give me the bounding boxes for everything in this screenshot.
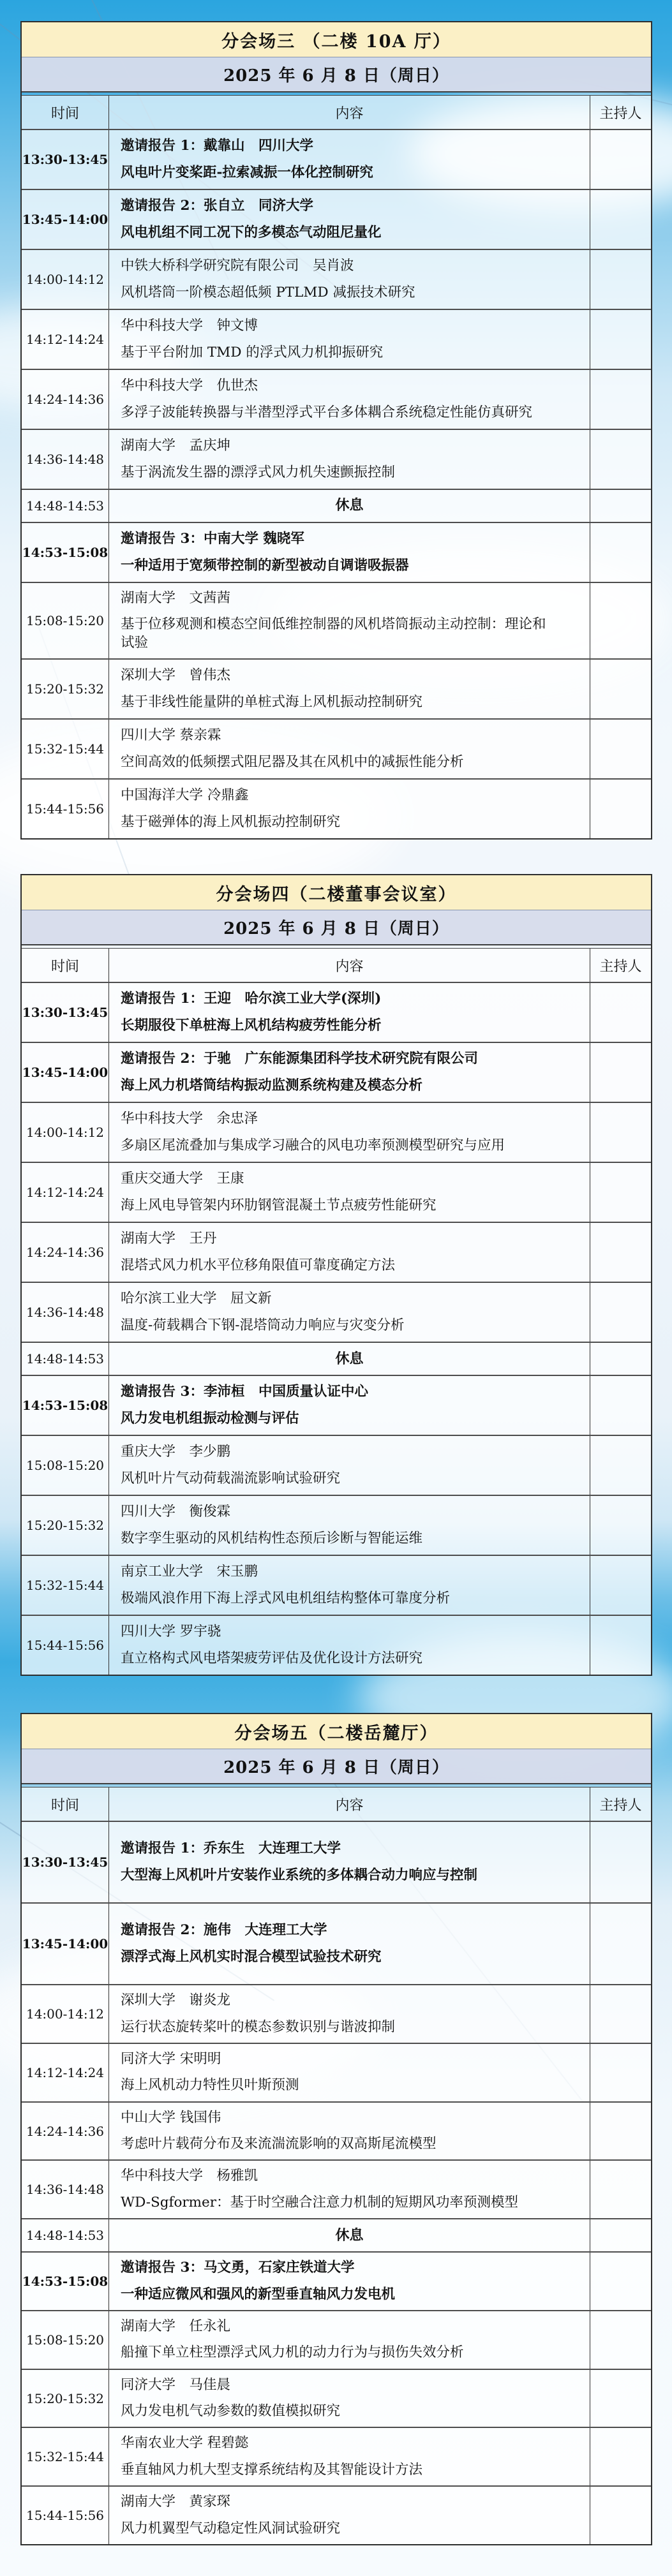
table-row <box>22 130 651 189</box>
row-host-cell <box>590 130 651 189</box>
session-table <box>20 874 652 1676</box>
row-host-cell <box>590 1616 651 1675</box>
table-body <box>22 130 651 838</box>
row-speaker-line: 邀请报告 3：中南大学 魏晓军 <box>121 531 304 547</box>
row-talk-title-line: 大型海上风机叶片安装作业系统的多体耦合动力响应与控制 <box>121 1867 478 1883</box>
header-content-cell: 内容 <box>335 1797 364 1814</box>
row-time-cell: 15:08-15:20 <box>22 583 109 658</box>
row-speaker-line: 湖南大学 孟庆坤 <box>121 438 231 454</box>
table-row <box>22 1984 651 2043</box>
row-time-cell: 15:32-15:44 <box>22 2428 109 2485</box>
row-speaker-line: 深圳大学 谢炎龙 <box>121 1992 231 2009</box>
row-host-cell <box>590 490 651 522</box>
row-host-cell <box>590 2044 651 2101</box>
row-host-cell <box>590 2253 651 2310</box>
row-host-cell <box>590 1103 651 1162</box>
header-host-cell: 主持人 <box>590 1788 651 1821</box>
row-time-cell: 14:00-14:12 <box>22 250 109 309</box>
session-date-bar <box>22 1749 651 1784</box>
row-speaker-line: 华中科技大学 杨雅凯 <box>121 2168 258 2184</box>
row-host-cell <box>590 1376 651 1435</box>
row-content-cell <box>109 2103 590 2160</box>
table-row <box>22 658 651 718</box>
row-time-cell: 14:00-14:12 <box>22 1103 109 1162</box>
row-time-cell: 14:24-14:36 <box>22 1223 109 1282</box>
table-row <box>22 1495 651 1555</box>
session-title-text: 分会场五（二楼岳麓厅） <box>234 1723 438 1743</box>
header-time-cell: 时间 <box>22 949 109 982</box>
row-host-cell <box>590 190 651 249</box>
row-time-cell: 14:12-14:24 <box>22 2044 109 2101</box>
row-time-cell: 14:48-14:53 <box>22 1343 109 1375</box>
table-body <box>22 983 651 1675</box>
header-time-cell: 时间 <box>22 1788 109 1821</box>
table-row <box>22 1282 651 1342</box>
table-row <box>22 2485 651 2544</box>
row-speaker-line: 邀请报告 1：戴靠山 四川大学 <box>121 138 313 154</box>
row-content-cell <box>109 1904 590 1984</box>
row-time-cell: 14:36-14:48 <box>22 2161 109 2218</box>
table-row <box>22 429 651 489</box>
row-content-cell <box>109 2044 590 2101</box>
row-speaker-line: 邀请报告 2：施伟 大连理工大学 <box>121 1922 327 1939</box>
row-time-cell: 13:45-14:00 <box>22 1904 109 1984</box>
row-content-cell <box>109 1223 590 1282</box>
row-talk-title-line: 数字孪生驱动的风机结构性态预后诊断与智能运维 <box>121 1530 423 1546</box>
row-time-cell: 15:20-15:32 <box>22 660 109 718</box>
row-speaker-line: 湖南大学 王丹 <box>121 1231 217 1247</box>
row-talk-title-line: 海上风机动力特性贝叶斯预测 <box>121 2077 299 2094</box>
row-time-cell: 14:53-15:08 <box>22 523 109 582</box>
row-time-cell: 15:08-15:20 <box>22 1436 109 1495</box>
table-header-row <box>22 95 651 130</box>
session-title-bar <box>22 875 651 910</box>
row-host-cell <box>590 983 651 1042</box>
row-content-cell <box>109 2370 590 2427</box>
row-speaker-line: 休息 <box>335 1350 364 1367</box>
table-row <box>22 369 651 429</box>
table-row <box>22 1102 651 1162</box>
row-content-cell <box>109 720 590 778</box>
row-host-cell <box>590 2219 651 2251</box>
row-time-cell: 15:44-15:56 <box>22 1616 109 1675</box>
row-talk-title-line: 海上风力机塔筒结构振动监测系统构建及模态分析 <box>121 1077 423 1093</box>
session-title-bar <box>22 1714 651 1749</box>
table-body <box>22 1822 651 2544</box>
table-row <box>22 522 651 582</box>
row-content-cell <box>109 1343 590 1375</box>
row-time-cell: 13:30-13:45 <box>22 130 109 189</box>
row-talk-title-line: 一种适用于宽频带控制的新型被动自调谐吸振器 <box>121 557 409 574</box>
row-talk-title-line: 船撞下单立柱型漂浮式风力机的动力行为与损伤失效分析 <box>121 2344 464 2361</box>
row-content-cell <box>109 1496 590 1555</box>
row-time-cell: 14:36-14:48 <box>22 1283 109 1342</box>
row-content-cell <box>109 370 590 429</box>
row-speaker-line: 湖南大学 文茜茜 <box>121 590 231 606</box>
row-time-cell: 14:53-15:08 <box>22 2253 109 2310</box>
row-talk-title-line: 基于平台附加 TMD 的浮式风力机抑振研究 <box>121 344 384 360</box>
session-title-bar <box>22 22 651 57</box>
row-time-cell: 15:20-15:32 <box>22 2370 109 2427</box>
row-time-cell: 15:44-15:56 <box>22 780 109 838</box>
row-speaker-line: 邀请报告 3：马文勇，石家庄铁道大学 <box>121 2260 355 2276</box>
row-talk-title-line: 空间高效的低频摆式阻尼器及其在风机中的减振性能分析 <box>121 753 464 770</box>
row-host-cell <box>590 2487 651 2544</box>
table-row <box>22 2159 651 2218</box>
row-talk-title-line: 基于磁弹体的海上风机振动控制研究 <box>121 813 341 830</box>
row-speaker-line: 中山大学 钱国伟 <box>121 2109 221 2126</box>
row-host-cell <box>590 370 651 429</box>
row-speaker-line: 邀请报告 1：王迎 哈尔滨工业大学(深圳) <box>121 991 382 1007</box>
row-speaker-line: 湖南大学 任永礼 <box>121 2318 231 2334</box>
row-talk-title-line: 风电叶片变桨距-拉索减振一体化控制研究 <box>121 164 373 181</box>
table-row <box>22 1342 651 1375</box>
row-host-cell <box>590 720 651 778</box>
row-talk-title-line: 风力发电机气动参数的数值模拟研究 <box>121 2403 341 2419</box>
table-row <box>22 1162 651 1222</box>
row-talk-title-line: 风机叶片气动荷载湍流影响试验研究 <box>121 1470 341 1486</box>
table-row <box>22 1435 651 1495</box>
row-host-cell <box>590 583 651 658</box>
row-time-cell: 13:45-14:00 <box>22 190 109 249</box>
row-speaker-line: 邀请报告 2：张自立 同济大学 <box>121 198 313 214</box>
row-content-cell <box>109 1376 590 1435</box>
header-content-cell: 内容 <box>335 958 364 975</box>
row-speaker-line: 重庆大学 李少鹏 <box>121 1444 231 1460</box>
row-talk-title-line: 多扇区尾流叠加与集成学习融合的风电功率预测模型研究与应用 <box>121 1137 505 1153</box>
table-row <box>22 309 651 369</box>
header-host-cell: 主持人 <box>590 949 651 982</box>
row-talk-title-line: 温度-荷载耦合下钢-混塔筒动力响应与灾变分析 <box>121 1317 405 1333</box>
row-speaker-line: 华中科技大学 钟文博 <box>121 318 258 334</box>
row-talk-title-line: 混塔式风力机水平位移角限值可靠度确定方法 <box>121 1257 396 1273</box>
row-talk-title-line: 一种适应微风和强风的新型垂直轴风力发电机 <box>121 2286 396 2302</box>
table-row <box>22 189 651 249</box>
row-host-cell <box>590 1496 651 1555</box>
row-speaker-line: 邀请报告 3：李沛桓 中国质量认证中心 <box>121 1384 368 1400</box>
row-time-cell: 15:20-15:32 <box>22 1496 109 1555</box>
row-speaker-line: 南京工业大学 宋玉鹏 <box>121 1564 258 1580</box>
row-talk-title-line: 风力发电机组振动检测与评估 <box>121 1410 299 1426</box>
header-content-cell: 内容 <box>335 105 364 122</box>
row-time-cell: 14:53-15:08 <box>22 1376 109 1435</box>
header-time-cell: 时间 <box>22 96 109 129</box>
row-content-cell <box>109 2253 590 2310</box>
row-host-cell <box>590 310 651 369</box>
table-row <box>22 1555 651 1615</box>
table-row <box>22 1042 651 1102</box>
row-host-cell <box>590 2428 651 2485</box>
row-host-cell <box>590 523 651 582</box>
row-time-cell: 15:32-15:44 <box>22 720 109 778</box>
row-content-cell <box>109 1283 590 1342</box>
row-speaker-line: 华中科技大学 仇世杰 <box>121 378 258 394</box>
row-talk-title-line: 风电机组不同工况下的多模态气动阻尼量化 <box>121 224 382 241</box>
row-talk-title-line: 漂浮式海上风机实时混合模型试验技术研究 <box>121 1948 382 1965</box>
table-header-row <box>22 948 651 983</box>
row-time-cell: 14:24-14:36 <box>22 2103 109 2160</box>
table-row <box>22 1822 651 1902</box>
row-speaker-line: 哈尔滨工业大学 屈文新 <box>121 1291 272 1307</box>
session-table <box>20 1713 652 2545</box>
row-host-cell <box>590 660 651 718</box>
row-host-cell <box>590 1985 651 2043</box>
row-time-cell: 15:08-15:20 <box>22 2311 109 2369</box>
table-row <box>22 249 651 309</box>
row-host-cell <box>590 1822 651 1902</box>
row-speaker-line: 重庆交通大学 王康 <box>121 1171 244 1187</box>
session-title-text: 分会场四（二楼董事会议室） <box>216 884 457 905</box>
row-speaker-line: 四川大学 蔡亲霖 <box>121 727 221 744</box>
row-speaker-line: 四川大学 衡俊霖 <box>121 1504 231 1520</box>
row-talk-title-line: 极端风浪作用下海上浮式风电机组结构整体可靠度分析 <box>121 1590 451 1606</box>
row-talk-title-line: 考虑叶片载荷分布及来流湍流影响的双高斯尾流模型 <box>121 2136 437 2152</box>
row-talk-title-line: 基于位移观测和模态空间低维控制器的风机塔筒振动主动控制：理论和试验 <box>121 616 546 651</box>
row-speaker-line: 中国海洋大学 冷鼎鑫 <box>121 787 249 804</box>
row-speaker-line: 华中科技大学 余忠泽 <box>121 1111 258 1127</box>
row-content-cell <box>109 490 590 522</box>
row-host-cell <box>590 1343 651 1375</box>
session-date-bar <box>22 57 651 93</box>
table-row <box>22 1902 651 1984</box>
row-time-cell: 15:32-15:44 <box>22 1556 109 1615</box>
sessions-container <box>0 21 672 2545</box>
row-speaker-line: 休息 <box>335 2226 364 2244</box>
header-host-cell: 主持人 <box>590 96 651 129</box>
row-content-cell <box>109 2161 590 2218</box>
row-content-cell <box>109 190 590 249</box>
row-host-cell <box>590 250 651 309</box>
row-content-cell <box>109 2487 590 2544</box>
row-speaker-line: 中铁大桥科学研究院有限公司 吴肖波 <box>121 258 354 274</box>
row-speaker-line: 休息 <box>335 497 364 514</box>
row-content-cell <box>109 2219 590 2251</box>
table-row <box>22 2310 651 2369</box>
table-row <box>22 2369 651 2427</box>
row-content-cell <box>109 1103 590 1162</box>
row-content-cell <box>109 660 590 718</box>
row-time-cell: 14:48-14:53 <box>22 490 109 522</box>
row-time-cell: 14:00-14:12 <box>22 1985 109 2043</box>
row-time-cell: 14:48-14:53 <box>22 2219 109 2251</box>
row-talk-title-line: 风力机翼型气动稳定性风洞试验研究 <box>121 2520 341 2536</box>
table-header-row <box>22 1787 651 1822</box>
row-content-cell <box>109 1163 590 1222</box>
row-time-cell: 14:12-14:24 <box>22 1163 109 1222</box>
row-speaker-line: 邀请报告 1：乔东生 大连理工大学 <box>121 1840 341 1857</box>
row-host-cell <box>590 430 651 489</box>
row-talk-title-line: 垂直轴风力机大型支撑系统结构及其智能设计方法 <box>121 2461 423 2478</box>
row-host-cell <box>590 1163 651 1222</box>
row-time-cell: 13:45-14:00 <box>22 1043 109 1102</box>
row-content-cell <box>109 310 590 369</box>
table-row <box>22 2251 651 2310</box>
row-time-cell: 15:44-15:56 <box>22 2487 109 2544</box>
row-talk-title-line: 长期服役下单桩海上风机结构疲劳性能分析 <box>121 1017 382 1033</box>
row-host-cell <box>590 1436 651 1495</box>
row-content-cell <box>109 983 590 1042</box>
row-speaker-line: 同济大学 马佳晨 <box>121 2376 231 2393</box>
table-row <box>22 1615 651 1675</box>
session-date-bar <box>22 910 651 945</box>
row-talk-title-line: 多浮子波能转换器与半潜型浮式平台多体耦合系统稳定性能仿真研究 <box>121 404 533 420</box>
table-row <box>22 2101 651 2160</box>
row-speaker-line: 深圳大学 曾伟杰 <box>121 667 231 684</box>
row-content-cell <box>109 780 590 838</box>
table-row <box>22 778 651 838</box>
row-time-cell: 14:24-14:36 <box>22 370 109 429</box>
row-content-cell <box>109 1822 590 1902</box>
row-host-cell <box>590 1043 651 1102</box>
row-host-cell <box>590 1223 651 1282</box>
session-date-text: 2025 年 6 月 8 日（周日） <box>223 919 449 939</box>
table-row <box>22 718 651 778</box>
row-host-cell <box>590 2311 651 2369</box>
session-date-text: 2025 年 6 月 8 日（周日） <box>223 1758 449 1778</box>
row-content-cell <box>109 250 590 309</box>
row-talk-title-line: 基于涡流发生器的漂浮式风力机失速颤振控制 <box>121 464 396 480</box>
row-content-cell <box>109 2428 590 2485</box>
session-title-text: 分会场三 （二楼 10A 厅） <box>221 31 451 52</box>
row-talk-title-line: 海上风电导管架内环肋钢管混凝土节点疲劳性能研究 <box>121 1197 437 1213</box>
row-content-cell <box>109 1043 590 1102</box>
row-host-cell <box>590 1556 651 1615</box>
row-content-cell <box>109 1616 590 1675</box>
table-row <box>22 489 651 522</box>
row-host-cell <box>590 2103 651 2160</box>
table-row <box>22 2043 651 2101</box>
row-content-cell <box>109 1556 590 1615</box>
row-host-cell <box>590 780 651 838</box>
table-row <box>22 1375 651 1435</box>
row-talk-title-line: WD-Sgformer：基于时空融合注意力机制的短期风功率预测模型 <box>121 2194 519 2210</box>
row-time-cell: 14:12-14:24 <box>22 310 109 369</box>
row-speaker-line: 湖南大学 黄家琛 <box>121 2494 231 2510</box>
row-time-cell: 13:30-13:45 <box>22 983 109 1042</box>
table-row <box>22 2427 651 2485</box>
row-speaker-line: 四川大学 罗宇骁 <box>121 1624 221 1640</box>
row-content-cell <box>109 1436 590 1495</box>
row-host-cell <box>590 1904 651 1984</box>
row-host-cell <box>590 2370 651 2427</box>
row-talk-title-line: 风机塔筒一阶模态超低频 PTLMD 减振技术研究 <box>121 284 415 300</box>
row-host-cell <box>590 2161 651 2218</box>
row-talk-title-line: 基于非线性能量阱的单桩式海上风机振动控制研究 <box>121 693 423 710</box>
session-table <box>20 21 652 840</box>
table-row <box>22 582 651 658</box>
table-row <box>22 2218 651 2251</box>
row-content-cell <box>109 2311 590 2369</box>
row-time-cell: 14:36-14:48 <box>22 430 109 489</box>
row-speaker-line: 华南农业大学 程碧懿 <box>121 2435 249 2452</box>
row-speaker-line: 同济大学 宋明明 <box>121 2050 221 2067</box>
row-content-cell <box>109 430 590 489</box>
row-speaker-line: 邀请报告 2：于驰 广东能源集团科学技术研究院有限公司 <box>121 1051 478 1067</box>
session-date-text: 2025 年 6 月 8 日（周日） <box>223 66 449 85</box>
row-content-cell <box>109 130 590 189</box>
row-content-cell <box>109 583 590 658</box>
row-talk-title-line: 直立格构式风电塔架疲劳评估及优化设计方法研究 <box>121 1650 423 1666</box>
row-talk-title-line: 运行状态旋转桨叶的模态参数识别与谐波抑制 <box>121 2018 396 2035</box>
row-host-cell <box>590 1283 651 1342</box>
row-time-cell: 13:30-13:45 <box>22 1822 109 1902</box>
table-row <box>22 1222 651 1282</box>
row-content-cell <box>109 1985 590 2043</box>
table-row <box>22 983 651 1042</box>
row-content-cell <box>109 523 590 582</box>
